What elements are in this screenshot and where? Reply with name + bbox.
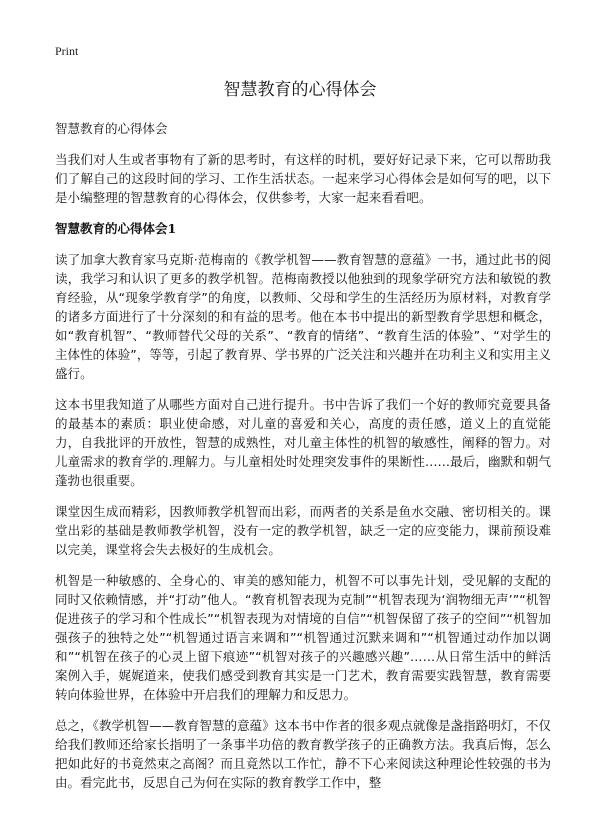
print-label: Print	[55, 44, 79, 58]
document-body	[55, 119, 551, 804]
document-title: 智慧教育的心得体会	[223, 80, 377, 100]
body-paragraph-5: 总之，《教学机智——教育智慧的意蕴》这本书中作者的很多观点就像是盏指路明灯，不仅给我们教师还给家长指明了一条事半功倍的教育教学孩子的正确教方法。我真后悔，怎么把如此好的书竟然束之高阁？而且竟然以工作忙，静不下心来阅读这种理论性较强的书为由。看完此书，反思自己为何在实际的教育教学工作中，整	[55, 718, 551, 790]
section-heading: 智慧教育的心得体会1	[55, 221, 177, 236]
intro-paragraph: 当我们对人生或者事物有了新的思考时，有这样的时机，要好好记录下来，它可以帮助我们了解自己的这段时间的学习、工作生活状态。一起来学习心得体会是如何写的吧，以下是小编整理的智慧教育的心得体会，仅供参考，大家一起来看看吧。	[55, 152, 551, 205]
body-paragraph-3: 课堂因生成而精彩，因教师教学机智而出彩，而两者的关系是鱼水交融、密切相关的。课堂出彩的基础是教师教学机智，没有一定的教学机智，缺乏一定的应变能力，课前预设难以完美，课堂将会失去极好的生成机会。	[55, 504, 551, 557]
body-paragraph-4: 机智是一种敏感的、全身心的、审美的感知能力，机智不可以事先计划，受见解的支配的同时又依赖情感，并“打动”他人。“教育机智表现为克制”“机智表现为‘润物细无声’”“机智促进孩子的学习和个性成长”“机智表现为对情境的自信”“机智保留了孩子的空间”“机智加强孩子的独特之处”“机智通过语言来调和”“机智通过沉默来调和”“机智通过动作加以调和”“机智在孩子的心灵上留下痕迹”“机智对孩子的兴趣感兴趣”……从日常生活中的鲜活案例入手，娓娓道来，使我们感受到教育其实是一门艺术，教育需要实践智慧，教育需要转向体验世界，在体验中开启我们的理解力和反思力。	[55, 573, 551, 702]
body-paragraph-2: 这本书里我知道了从哪些方面对自己进行提升。书中告诉了我们一个好的教师究竟要具备的最基本的素质：职业使命感，对儿童的喜爱和关心，高度的责任感，道义上的直觉能力，自我批评的开放性，智慧的成熟性，对儿童主体性的机智的敏感性，阐释的智力。对儿童需求的教育学的.理解力。与儿童相处时处理突发事件的果断性……最后，幽默和朝气蓬勃也很重要。	[55, 397, 551, 488]
body-paragraph-1: 读了加拿大教育家马克斯·范梅南的《教学机智——教育智慧的意蕴》一书，通过此书的阅读，我学习和认识了更多的教学机智。范梅南教授以他独到的现象学研究方法和敏锐的教育经验，从“现象学教育学”的角度，以教师、父母和学生的生活经历为原材料，对教育学的诸多方面进行了十分深刻的和有益的思考。他在本书中提出的新型教育学思想和概念，如“教育机智”、“教师替代父母的关系”、“教育的情绪”、“教育生活的体验”、“对学生的主体性的体验”，等等，引起了教育界、学书界的广泛关注和兴趣并在功利主义和实用主义盛行。	[55, 252, 551, 381]
document-subtitle: 智慧教育的心得体会	[55, 121, 168, 136]
